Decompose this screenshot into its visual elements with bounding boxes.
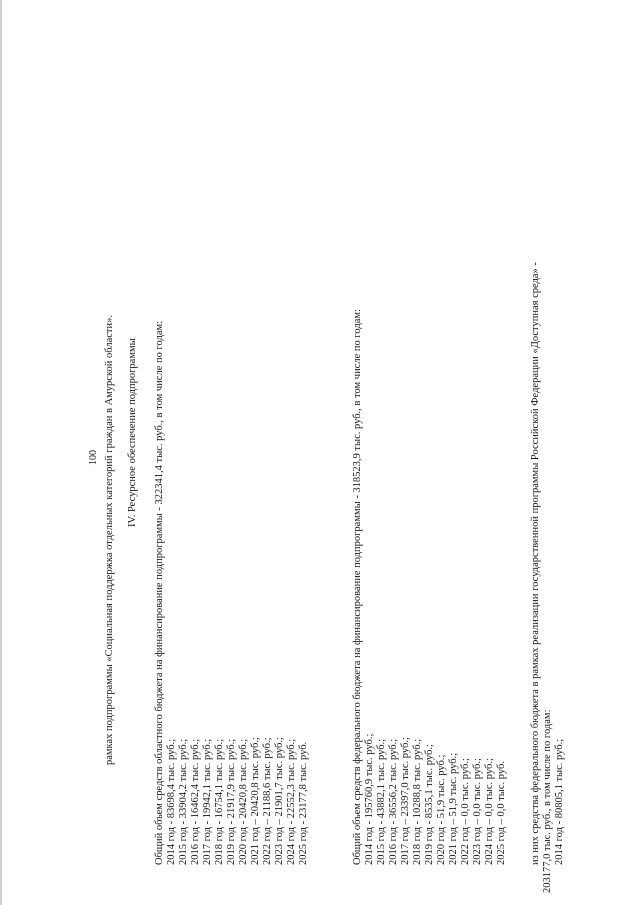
regional-year-2015: 2015 год - 33904,2 тыс. руб.; [178, 738, 189, 865]
federal-year-2020: 2020 год - 51,9 тыс. руб.; [436, 754, 447, 865]
federal-year-2015: 2015 год - 43882,1 тыс. руб.; [376, 738, 387, 865]
regional-year-2021: 2021 год – 20420,8 тыс. руб.; [250, 737, 261, 865]
regional-year-2016: 2016 год - 16462,4 тыс. руб.; [190, 738, 201, 865]
federal-year-2016: 2016 год - 36556,2 тыс. руб.; [388, 738, 399, 865]
federal-year-2022: 2022 год – 0,0 тыс. руб.; [460, 758, 471, 865]
regional-year-2023: 2023 год – 21901,7 тыс. руб.; [274, 737, 285, 865]
federal-total: Общий объем средств федерального бюджета на финансирование подпрограммы - 318523,9 тыс. руб., в том числе по годам: [352, 309, 363, 865]
regional-year-2022: 2022 год – 21188,6 тыс. руб.; [262, 737, 273, 865]
program-line-1: из них средства федерального бюджета в рамках реализации государственной программы Российской Федерации «Доступная среда» - [530, 262, 541, 865]
regional-year-2014: 2014 год - 83698,4 тыс. руб.; [166, 738, 177, 865]
page-number: 100 [88, 450, 99, 465]
intro-line: рамках подпрограммы «Социальная поддержка отдельных категорий граждан в Амурской области». [104, 314, 115, 765]
federal-year-2019: 2019 год - 8535,1 тыс. руб.; [424, 744, 435, 865]
federal-year-2024: 2024 год – 0,0 тыс. руб.; [484, 758, 495, 865]
regional-year-2017: 2017 год - 19942,1 тыс. руб.; [202, 738, 213, 865]
regional-year-2025: 2025 год - 23177,8 тыс. руб. [298, 741, 309, 865]
federal-year-2018: 2018 год - 10288,8 тыс. руб.; [412, 738, 423, 865]
program-line-3: 2014 год - 80805,1 тыс. руб.; [554, 738, 565, 865]
federal-year-2014: 2014 год - 195760,9 тыс. руб.; [364, 733, 375, 865]
regional-year-2020: 2020 год - 20420,8 тыс. руб.; [238, 738, 249, 865]
federal-year-2023: 2023 год – 0,0 тыс. руб.; [472, 758, 483, 865]
federal-year-2017: 2017 год – 23397,0 тыс. руб.; [400, 737, 411, 865]
regional-year-2024: 2024 год - 22552,3 тыс. руб.; [286, 738, 297, 865]
program-line-2: 203177,0 тыс. руб., в том числе по годам: [542, 709, 553, 893]
regional-year-2018: 2018 год - 16754,1 тыс. руб.; [214, 738, 225, 865]
federal-year-2021: 2021 год – 51,9 тыс. руб.; [448, 752, 459, 865]
section-heading: IV. Ресурсное обеспечение подпрограммы [127, 338, 138, 527]
federal-year-2025: 2025 год – 0,0 тыс. руб. [496, 761, 507, 865]
regional-year-2019: 2019 год - 21917,9 тыс. руб.; [226, 738, 237, 865]
regional-total: Общий объем средств областного бюджета на финансирование подпрограммы - 322341,4 тыс. руб., в том числе по годам: [154, 320, 165, 865]
